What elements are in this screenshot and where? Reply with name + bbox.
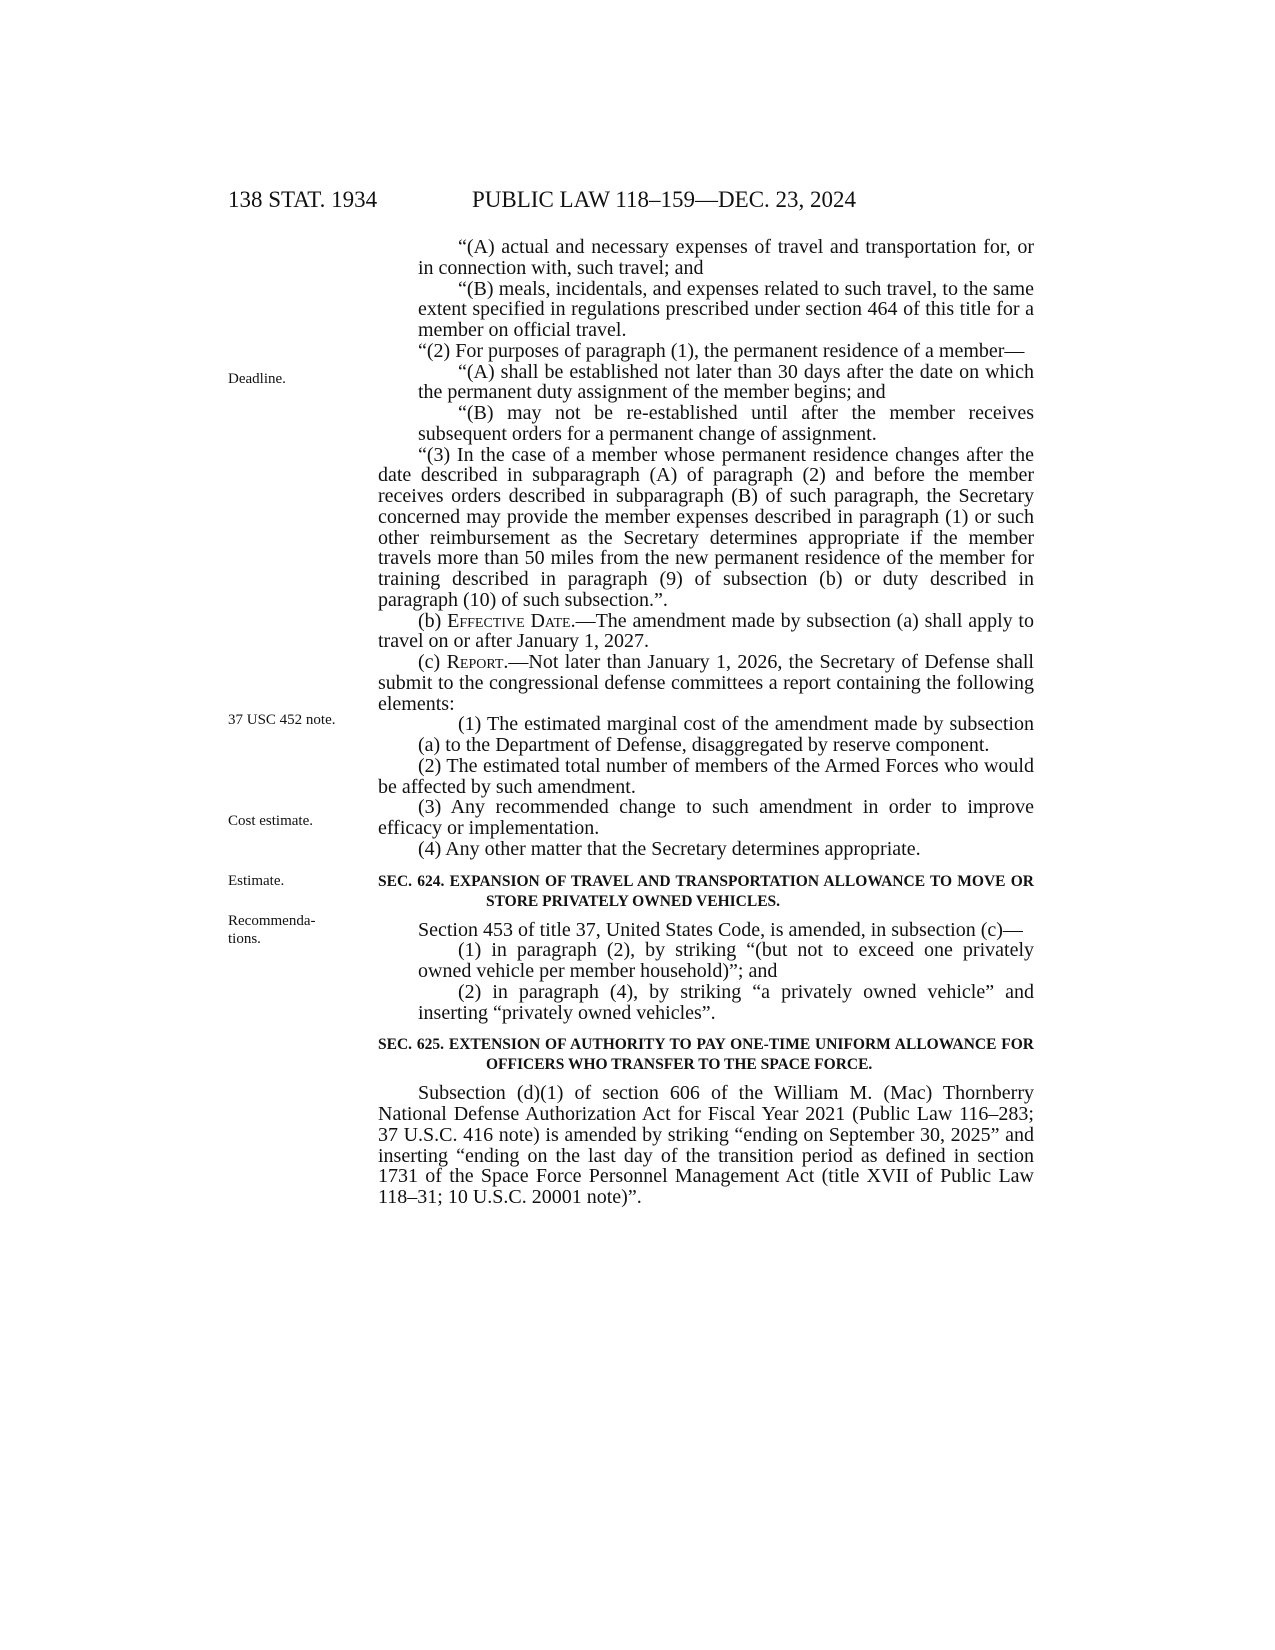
paragraph: “(A) actual and necessary expenses of travel and transportation for, or in connection with, such travel; and: [418, 236, 1034, 279]
running-header-title: PUBLIC LAW 118–159—DEC. 23, 2024: [472, 187, 857, 212]
paragraph: “(B) meals, incidentals, and expenses related to such travel, to the same extent specified in regulations prescribed under section 464 of this title for a member on official travel.: [418, 277, 1034, 341]
section-625-heading: SEC. 625. EXTENSION OF AUTHORITY TO PAY ONE-TIME UNIFORM ALLOWANCE FOR OFFICERS WHO TRANSFER TO THE SPACE FORCE.: [378, 1036, 1034, 1074]
paragraph: Section 453 of title 37, United States Code, is amended, in subsection (c)—: [418, 918, 1023, 941]
paragraph: Subsection (d)(1) of section 606 of the William M. (Mac) Thornberry National Defense Authorization Act for Fiscal Year 2021 (Public Law 116–283; 37 U.S.C. 416 note) is amended by striking “ending on September 30, 2025” and inserting “ending on the last day of the transition period as defined in section 1731 of the Space Force Personnel Management Act (title XVII of Public Law 118–31; 10 U.S.C. 20001 note)”.: [378, 1082, 1034, 1208]
subsection-lead: (b): [418, 609, 448, 632]
stat-page-number: 138 STAT. 1934: [228, 187, 378, 212]
subsection-lead: (c): [418, 651, 447, 673]
body-text: [378, 237, 1034, 1208]
paragraph: “(3) In the case of a member whose permanent residence changes after the date described in subparagraph (A) of paragraph (2) and before the member receives orders described in subparagraph (B) of such paragraph, the Secretary concerned may provide the member expenses described in paragraph (1) or such other reimbursement as the Secretary determines appropriate if the member travels more than 50 miles from the new permanent residence of the member for training described in paragraph (9) of subsection (b) or duty described in paragraph (10) of such subsection.”.: [378, 443, 1034, 611]
paragraph: “(2) For purposes of paragraph (1), the permanent residence of a member—: [418, 339, 1025, 362]
paragraph: (1) in paragraph (2), by striking “(but not to exceed one privately owned vehicle per member household)”; and: [418, 939, 1034, 982]
subsection-c: [378, 652, 1034, 714]
paragraph: (1) The estimated marginal cost of the amendment made by subsection (a) to the Department of Defense, disaggregated by reserve component.: [418, 713, 1034, 756]
subsection-text: .—The amendment made by subsection (a) shall apply to travel on or after January 1, 2027.: [378, 609, 1034, 653]
paragraph: (2) in paragraph (4), by striking “a privately owned vehicle” and inserting “privately owned vehicles”.: [418, 980, 1034, 1024]
paragraph: (4) Any other matter that the Secretary determines appropriate.: [418, 837, 921, 860]
subsection-b: [378, 611, 1034, 653]
margin-note-recommendations: Recommenda- tions.: [228, 913, 316, 947]
subsection-heading: Report: [446, 651, 504, 673]
subsection-text: .—Not later than January 1, 2026, the Secretary of Defense shall submit to the congressional defense committees a report containing the following elements:: [378, 651, 1034, 715]
margin-note-usc: 37 USC 452 note.: [228, 712, 336, 728]
paragraph: “(B) may not be re-established until after the member receives subsequent orders for a permanent change of assignment.: [418, 402, 1034, 445]
margin-note-estimate: Estimate.: [228, 873, 285, 889]
section-624-heading: SEC. 624. EXPANSION OF TRAVEL AND TRANSPORTATION ALLOWANCE TO MOVE OR STORE PRIVATELY OWNED VEHICLES.: [378, 872, 1034, 910]
subsection-heading: Effective Date: [447, 609, 571, 632]
paragraph: (3) Any recommended change to such amendment in order to improve efficacy or implementation.: [378, 796, 1034, 839]
margin-note-cost-estimate: Cost estimate.: [228, 813, 313, 829]
paragraph: “(A) shall be established not later than 30 days after the date on which the permanent duty assignment of the member begins; and: [418, 360, 1034, 404]
margin-note-deadline: Deadline.: [228, 371, 286, 387]
paragraph: (2) The estimated total number of members of the Armed Forces who would be affected by such amendment.: [378, 754, 1034, 798]
